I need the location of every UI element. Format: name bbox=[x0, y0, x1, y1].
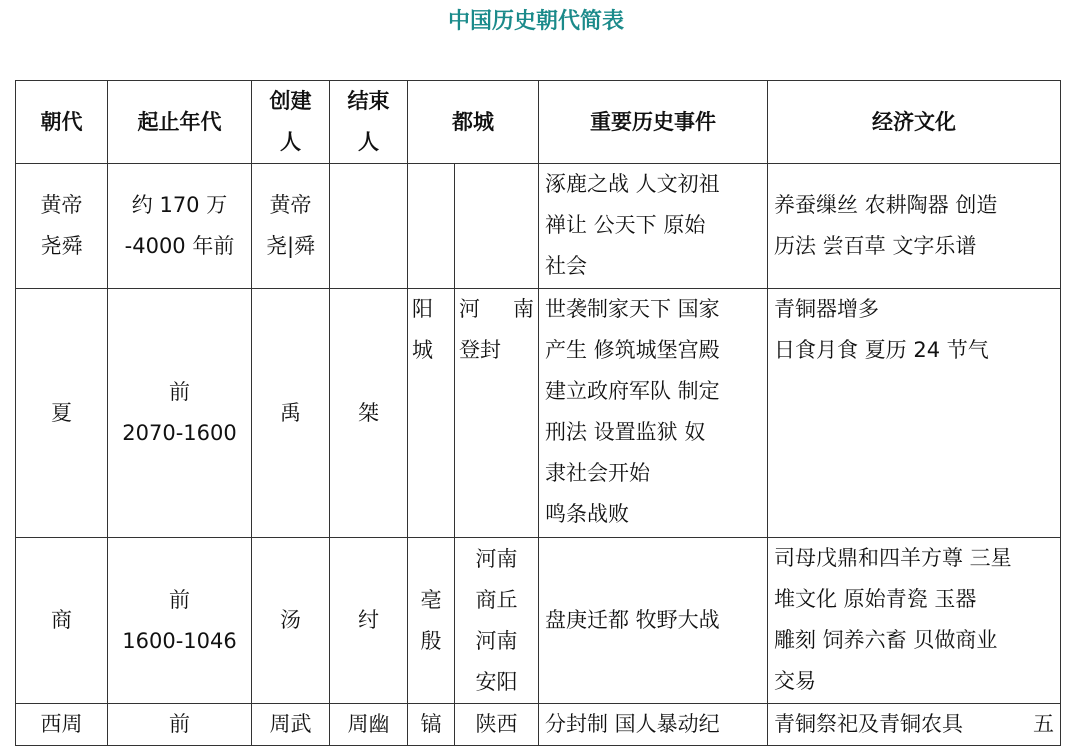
header-economy: 经济文化 bbox=[768, 81, 1061, 164]
years-cell: 约 170 万 -4000 年前 bbox=[108, 164, 252, 289]
founder-cell: 周武 bbox=[252, 704, 330, 746]
economy-cell: 养蚕缫丝 农耕陶器 创造 历法 尝百草 文字乐谱 bbox=[768, 164, 1061, 289]
table-row bbox=[16, 538, 1061, 704]
page-title: 中国历史朝代简表 bbox=[447, 9, 624, 34]
events-cell: 盘庚迁都 牧野大战 bbox=[539, 538, 768, 704]
header-capital: 都城 bbox=[408, 81, 539, 164]
capital-place-cell bbox=[455, 164, 539, 289]
capital-place-cell: 河 南 登封 bbox=[455, 289, 539, 538]
ender-cell: 桀 bbox=[330, 289, 408, 538]
economy-cell: 青铜祭祀及青铜农具 五 bbox=[768, 704, 1061, 746]
dynasty-cell: 夏 bbox=[16, 289, 108, 538]
founder-cell: 汤 bbox=[252, 538, 330, 704]
dynasty-cell: 黄帝 尧舜 bbox=[16, 164, 108, 289]
header-ender: 结束 人 bbox=[330, 81, 408, 164]
events-cell: 涿鹿之战 人文初祖 禅让 公天下 原始 社会 bbox=[539, 164, 768, 289]
founder-cell: 黄帝 尧|舜 bbox=[252, 164, 330, 289]
capital-place-cell: 陕西 bbox=[455, 704, 539, 746]
years-cell: 前 1600-1046 bbox=[108, 538, 252, 704]
years-cell: 前 bbox=[108, 704, 252, 746]
dynasty-cell: 商 bbox=[16, 538, 108, 704]
capital-name-cell: 镐 bbox=[408, 704, 455, 746]
capital-name-cell: 亳 殷 bbox=[408, 538, 455, 704]
economy-cell: 司母戊鼎和四羊方尊 三星 堆文化 原始青瓷 玉器 雕刻 饲养六畜 贝做商业 交易 bbox=[768, 538, 1061, 704]
events-cell: 世袭制家天下 国家 产生 修筑城堡宫殿 建立政府军队 制定 刑法 设置监狱 奴 隶社会开始 鸣条战败 bbox=[539, 289, 768, 538]
events-cell: 分封制 国人暴动纪 bbox=[539, 704, 768, 746]
founder-cell: 禹 bbox=[252, 289, 330, 538]
header-events: 重要历史事件 bbox=[539, 81, 768, 164]
table-row bbox=[16, 289, 1061, 538]
ender-cell bbox=[330, 164, 408, 289]
capital-name-cell: 阳 城 bbox=[408, 289, 455, 538]
header-dynasty: 朝代 bbox=[16, 81, 108, 164]
header-founder: 创建 人 bbox=[252, 81, 330, 164]
table-row bbox=[16, 164, 1061, 289]
dynasty-table bbox=[15, 80, 1061, 746]
capital-name-cell bbox=[408, 164, 455, 289]
dynasty-cell: 西周 bbox=[16, 704, 108, 746]
economy-cell: 青铜器增多 日食月食 夏历 24 节气 bbox=[768, 289, 1061, 538]
ender-cell: 周幽 bbox=[330, 704, 408, 746]
ender-cell: 纣 bbox=[330, 538, 408, 704]
capital-place-cell: 河南 商丘 河南 安阳 bbox=[455, 538, 539, 704]
years-cell: 前 2070-1600 bbox=[108, 289, 252, 538]
header-years: 起止年代 bbox=[108, 81, 252, 164]
table-row bbox=[16, 704, 1061, 746]
header-row bbox=[16, 81, 1061, 164]
